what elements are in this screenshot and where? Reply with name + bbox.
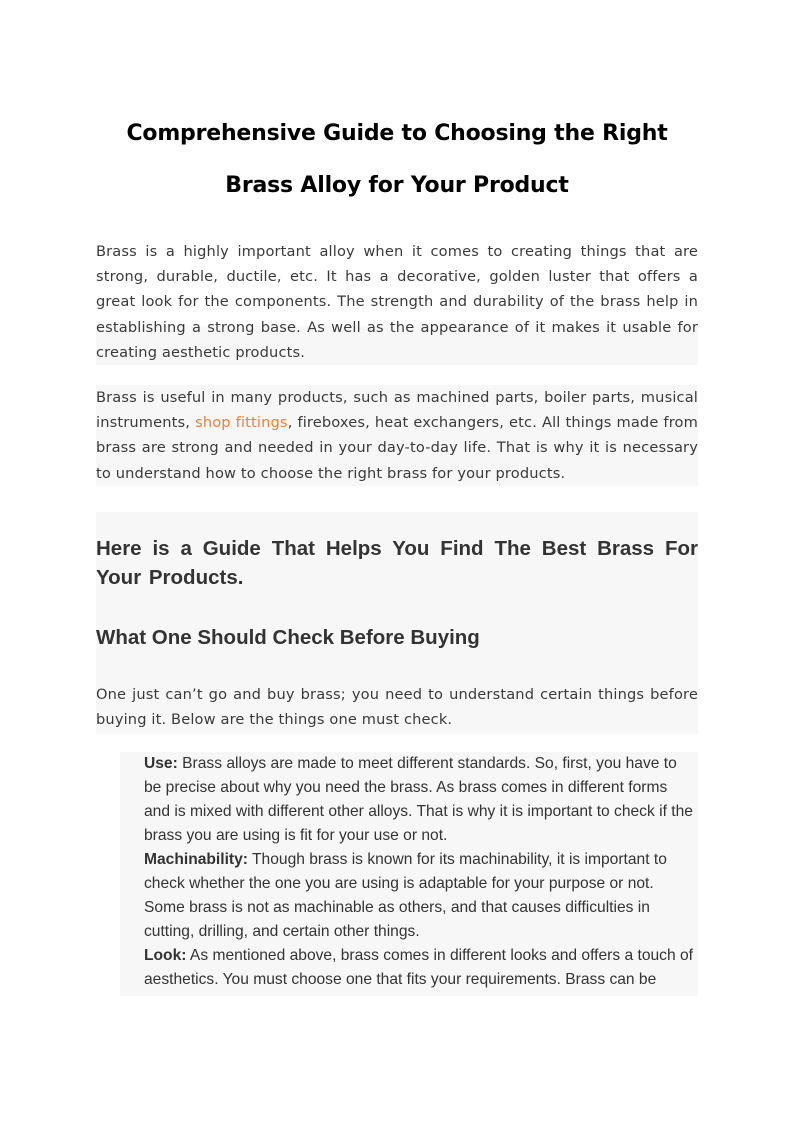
page-title: Comprehensive Guide to Choosing the Right Brass Alloy for Your Product [126, 121, 668, 198]
list-item-label-use: Use: [144, 755, 178, 772]
list-item-text-look: As mentioned above, brass comes in different looks and offers a touch of aesthetics. You must choose one that fits your requirements. Brass can be [144, 947, 693, 988]
checklist-text [144, 752, 696, 992]
check-intro-paragraph: One just can’t go and buy brass; you need to understand certain things before buying it. Below are the things one must check. [96, 682, 698, 734]
uses-paragraph [96, 385, 698, 486]
list-item-label-machinability: Machinability: [144, 851, 248, 868]
list-item-text-machinability: Though brass is known for its machinability, it is important to check whether the one you are using is adaptable for your purpose or not. Some brass is not as machinable as others, and that causes difficulties in cutting, drilling, and certain other things. [144, 851, 667, 940]
uses-text-before-link: Brass is useful in many products, such as machined parts, boiler parts, musical instruments, [96, 389, 698, 432]
guide-heading: Here is a Guide That Helps You Find The Best Brass For Your Products. [96, 537, 698, 589]
check-heading: What One Should Check Before Buying [96, 626, 480, 649]
uses-text-after-link: , fireboxes, heat exchangers, etc. All things made from brass are strong and needed in your day-to-day life. That is why it is necessary to understand how to choose the right brass for your products. [96, 414, 698, 482]
shop-fittings-link[interactable]: shop fittings [195, 414, 288, 432]
list-item-label-look: Look: [144, 947, 187, 964]
list-item-text-use: Brass alloys are made to meet different standards. So, first, you have to be precise about why you need the brass. As brass comes in different forms and is mixed with different other alloys. That is why it is important to check if the brass you are using is fit for your use or not. [144, 755, 693, 844]
intro-paragraph: Brass is a highly important alloy when it comes to creating things that are strong, durable, ductile, etc. It has a decorative, golden luster that offers a great look for the components. The strength and durability of the brass help in establishing a strong base. As well as the appearance of it makes it usable for creating aesthetic products. [96, 239, 698, 365]
checklist-box [120, 752, 698, 996]
